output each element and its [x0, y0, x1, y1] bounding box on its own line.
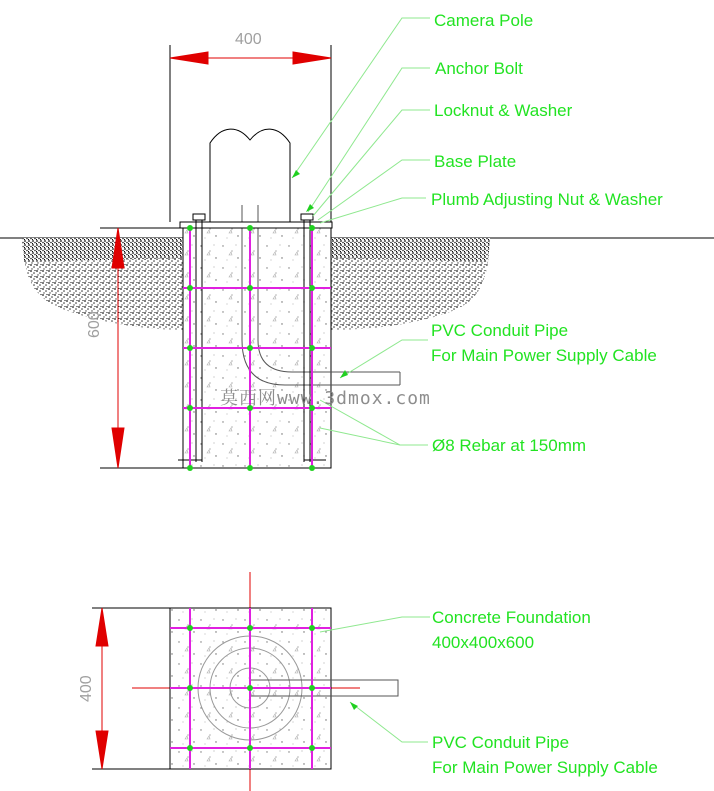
label-rebar: Ø8 Rebar at 150mm — [432, 436, 587, 455]
watermark: 莫西网www.3dmox.com — [220, 388, 431, 409]
label-plumb-nut: Plumb Adjusting Nut & Washer — [431, 190, 663, 209]
label-locknut-washer: Locknut & Washer — [434, 101, 573, 120]
label-pvc-line2: For Main Power Supply Cable — [431, 346, 657, 365]
label-concrete-line2: 400x400x600 — [432, 633, 535, 652]
dimension-depth-text: 600 — [86, 311, 103, 338]
label-pvc-line1: PVC Conduit Pipe — [431, 321, 569, 340]
label-camera-pole: Camera Pole — [434, 11, 534, 30]
width-dimension — [170, 45, 331, 222]
label-base-plate: Base Plate — [434, 152, 517, 171]
label-concrete-line1: Concrete Foundation — [432, 608, 591, 627]
dimension-width-text: 400 — [235, 31, 262, 48]
label-pvc2-line2: For Main Power Supply Cable — [432, 758, 658, 777]
camera-pole — [210, 129, 290, 222]
label-pvc2-line1: PVC Conduit Pipe — [432, 733, 570, 752]
dimension-plan-text: 400 — [78, 675, 95, 702]
label-anchor-bolt: Anchor Bolt — [435, 59, 523, 78]
